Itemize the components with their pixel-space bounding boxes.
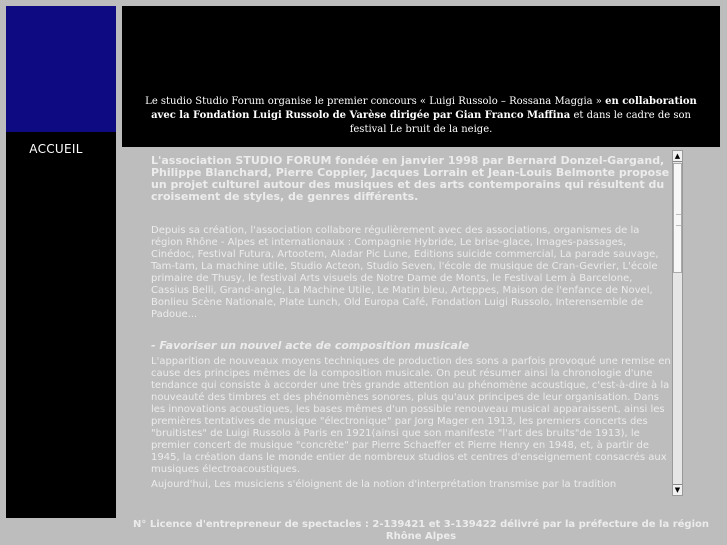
banner-text-part3: et dans le cadre de son festival Le bruit de la neige. bbox=[349, 110, 691, 135]
banner-text-bold: en collaboration avec la Fondation Luigi Russolo de Varèse dirigée par Gian Franco Maffina bbox=[151, 96, 697, 121]
history-paragraph: L'apparition de nouveaux moyens techniques de production des sons a parfois provoqué une remise en cause des principes mêmes de la composition musicale. On peut résumer ainsi la chronologie d'une tendance qui consiste à accorder une très grande attention au phénomène acoustique, c'est-à-dire à la nouveauté des timbres et des phénomènes sonores, plus qu'aux principes de leur organisation. Dans les innovations acoustiques, les bases mêmes d'un possible renouveau musical apparaissent, ainsi les premières tentatives de musique "électronique" par Jorg Mager en 1913, les premiers concerts des "bruitistes" de Luigi Russolo à Paris en 1921(ainsi que son manifeste "l'art des bruits"de 1913), le premier concert de musique "concrète" par Pierre Schaeffer et Pierre Henry en 1948, et, à partir de 1945, la création dans le monde entier de nombreux studios et centres d'enseignement consacrés aux musiques électroacoustiques. bbox=[151, 356, 671, 475]
section-title: - Favoriser un nouvel acte de composition musicale bbox=[151, 339, 470, 352]
grip-icon bbox=[676, 214, 681, 226]
collaborations-paragraph: Depuis sa création, l'association collabore régulièrement avec des associations, organismes de la région Rhône - Alpes et internationaux : Compagnie Hybride, Le brise-glace, Images-passages, Cinédoc, Festival Futura, Artootem, Aladar Pic Lune, Editions suicide commercial, La parade sauvage, Tam-tam, La machine utile, Studio Acteon, Studio Seven, l'école de musique de Cran-Gevrier, L'école primaire de Thusy, le festival Arts visuels de Notre Dame de Monts, le Festival Lem à Barcelone, Cassius Belli, Grand-angle, La Machine Utile, Le Matin bleu, Arteppes, Maison de l'enfance de Novel, Bonlieu Scène Nationale, Plate Lunch, Old Europa Café, Fondation Luigi Russolo, Interensemble de Padoue... bbox=[151, 225, 659, 320]
sidebar bbox=[6, 6, 116, 518]
banner-text bbox=[132, 95, 710, 137]
scroll-thumb[interactable] bbox=[673, 163, 682, 273]
intro-paragraph: L'association STUDIO FORUM fondée en janvier 1998 par Bernard Donzel-Gargand, Philippe Blanchard, Pierre Coppier, Jacques Lorrain et Jean-Louis Belmonte propose un projet culturel autour des musiques et des arts contemporains qui résultent du croisement de styles, de genres différents. bbox=[151, 154, 670, 203]
vertical-scrollbar[interactable] bbox=[672, 150, 683, 496]
nav-item-accueil[interactable]: ACCUEIL bbox=[29, 142, 83, 156]
today-paragraph: Aujourd'hui, Les musiciens s'éloignent de la notion d'interprétation transmise par la tradition bbox=[151, 479, 617, 490]
scroll-down-icon[interactable]: ▼ bbox=[674, 486, 681, 494]
header-banner bbox=[122, 6, 720, 147]
main-content-scroll-area[interactable] bbox=[145, 150, 671, 496]
footer-license: N° Licence d'entrepreneur de spectacles : 2-139421 et 3-139422 délivré par la préfecture de la région Rhône Alpes bbox=[132, 519, 709, 542]
logo-block bbox=[6, 6, 116, 132]
scroll-up-icon[interactable]: ▲ bbox=[674, 152, 681, 160]
banner-text-part1: Le studio Studio Forum organise le premier concours « Luigi Russolo – Rossana Maggia » bbox=[145, 96, 606, 107]
